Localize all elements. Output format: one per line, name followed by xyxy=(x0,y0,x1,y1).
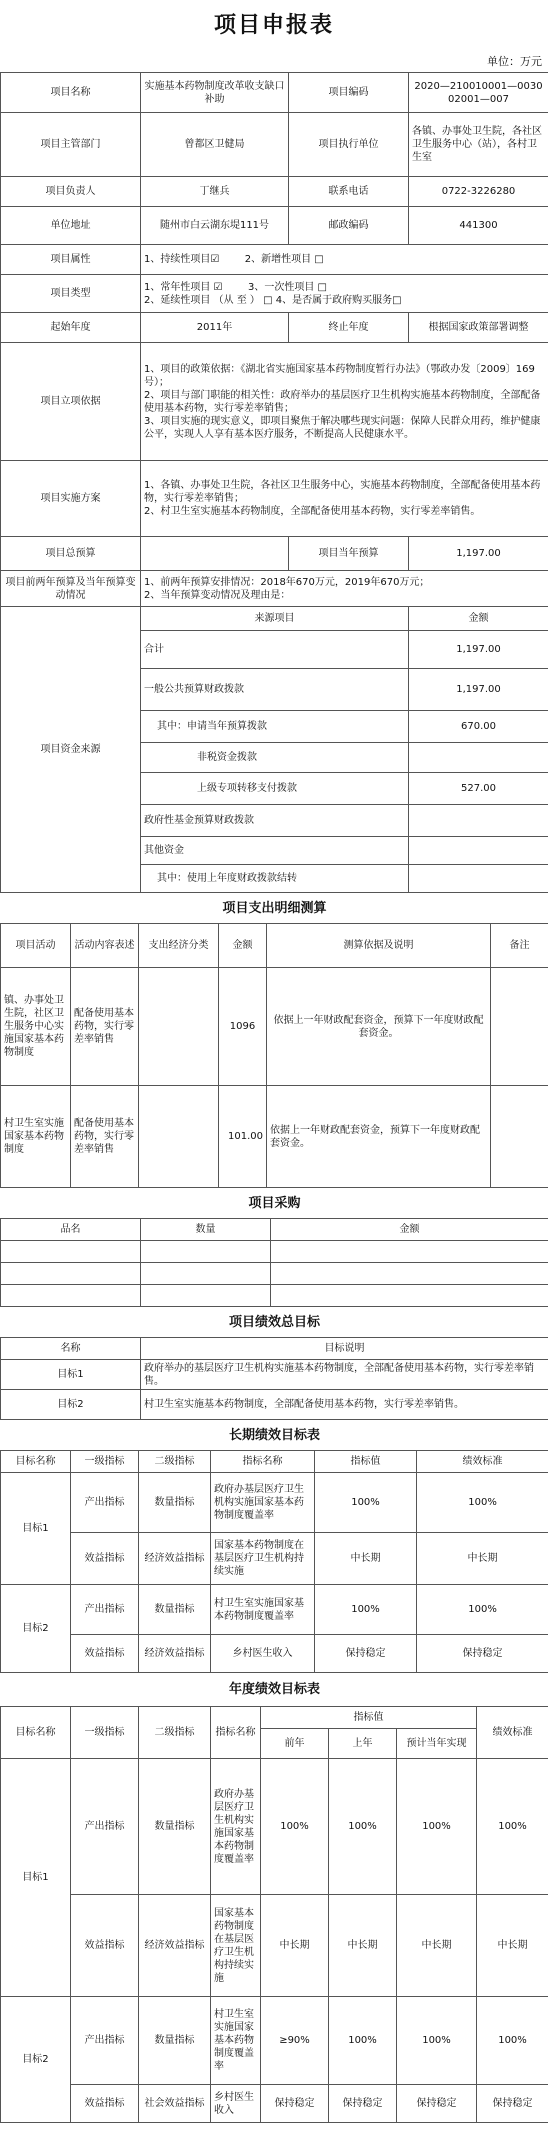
annual-y2: 保持稳定 xyxy=(329,2085,397,2123)
purchase-cell xyxy=(271,1241,548,1263)
perf-total-desc: 村卫生室实施基本药物制度，全部配备使用基本药物，实行零差率销售。 xyxy=(141,1390,548,1420)
perf-total-name: 目标1 xyxy=(1,1360,141,1390)
perf-total-name: 目标2 xyxy=(1,1390,141,1420)
project-code-value: 2020—210010001—003002001—007 xyxy=(409,73,548,113)
detail-content: 配备使用基本药物，实行零差率销售 xyxy=(71,1086,139,1188)
total-budget-value xyxy=(141,537,289,571)
detail-basis: 依据上一年财政配套资金，预算下一年度财政配套资金。 xyxy=(267,1086,491,1188)
perf-total-table xyxy=(0,1306,548,1420)
perf-total-header-desc: 目标说明 xyxy=(141,1338,548,1360)
detail-table xyxy=(0,892,548,1188)
annual-l1: 产出指标 xyxy=(71,1759,139,1895)
annual-header: 目标名称 xyxy=(1,1707,71,1759)
long-term-header: 目标名称 xyxy=(1,1451,71,1473)
detail-header: 项目活动 xyxy=(1,924,71,968)
zip-label: 邮政编码 xyxy=(289,207,409,245)
detail-header: 测算依据及说明 xyxy=(267,924,491,968)
detail-class xyxy=(139,1086,219,1188)
annual-l1: 产出指标 xyxy=(71,1997,139,2085)
funding-row-name: 非税资金拨款 xyxy=(141,743,409,773)
annual-y1: 保持稳定 xyxy=(261,2085,329,2123)
funding-header-amount: 金额 xyxy=(409,607,548,631)
annual-header: 二级指标 xyxy=(139,1707,211,1759)
address-label: 单位地址 xyxy=(1,207,141,245)
annual-target: 目标2 xyxy=(1,1997,71,2123)
phone-value: 0722-3226280 xyxy=(409,177,548,207)
annual-standard: 保持稳定 xyxy=(477,2085,548,2123)
annual-y3: 保持稳定 xyxy=(397,2085,477,2123)
long-term-value: 保持稳定 xyxy=(315,1635,417,1673)
funding-row-amount: 670.00 xyxy=(409,711,548,743)
detail-amount: 1096 xyxy=(219,968,267,1086)
funding-row-name: 一般公共预算财政拨款 xyxy=(141,669,409,711)
annual-header: 一级指标 xyxy=(71,1707,139,1759)
long-term-indicator: 乡村医生收入 xyxy=(211,1635,315,1673)
funding-table xyxy=(0,606,548,893)
year-budget-value: 1,197.00 xyxy=(409,537,548,571)
annual-l1: 效益指标 xyxy=(71,2085,139,2123)
long-term-l1: 产出指标 xyxy=(71,1473,139,1533)
detail-header: 活动内容表述 xyxy=(71,924,139,968)
exec-label: 项目执行单位 xyxy=(289,113,409,177)
dept-label: 项目主管部门 xyxy=(1,113,141,177)
funding-row-amount: 1,197.00 xyxy=(409,669,548,711)
annual-indicator: 国家基本药物制度在基层医疗卫生机构持续实施 xyxy=(211,1895,261,1997)
end-year-label: 终止年度 xyxy=(289,313,409,343)
long-term-standard: 100% xyxy=(417,1473,548,1533)
type-option-extended: 2、延续性项目 （从 至 ） □ xyxy=(144,294,273,306)
perf-total-desc: 政府举办的基层医疗卫生机构实施基本药物制度，全部配备使用基本药物，实行零差率销售。 xyxy=(141,1360,548,1390)
project-name-label: 项目名称 xyxy=(1,73,141,113)
annual-indicator: 政府办基层医疗卫生机构实施国家基本药物制度覆盖率 xyxy=(211,1759,261,1895)
funding-header-source: 来源项目 xyxy=(141,607,409,631)
funding-row-amount xyxy=(409,805,548,837)
annual-target: 目标1 xyxy=(1,1759,71,1997)
long-term-header: 绩效标准 xyxy=(417,1451,548,1473)
long-term-target: 目标2 xyxy=(1,1585,71,1673)
purchase-header: 金额 xyxy=(271,1219,548,1241)
attr-label: 项目属性 xyxy=(1,245,141,275)
annual-y1: 100% xyxy=(261,1759,329,1895)
long-term-l1: 效益指标 xyxy=(71,1635,139,1673)
annual-y2: 中长期 xyxy=(329,1895,397,1997)
detail-basis: 依据上一年财政配套资金，预算下一年度财政配套资金。 xyxy=(267,968,491,1086)
purchase-header: 数量 xyxy=(141,1219,271,1241)
long-term-standard: 中长期 xyxy=(417,1533,548,1585)
project-code-label: 项目编码 xyxy=(289,73,409,113)
detail-section-title: 项目支出明细测算 xyxy=(1,893,548,924)
basis-text: 1、项目的政策依据：《湖北省实施国家基本药物制度暂行办法》（鄂政办发〔2009〕169号）； 2、项目与部门职能的相关性：政府举办的基层医疗卫生机构实施基本药物制度，全部配备使用基本药物，实行零差率销售； 3、项目实施的现实意义，即项目聚焦于解决哪些现实问题：保障人民群众用药，维护健康公平，实现人人享有基本医疗服务，不断提高人民健康水平。 xyxy=(141,343,548,461)
long-term-standard: 保持稳定 xyxy=(417,1635,548,1673)
purchase-cell xyxy=(271,1285,548,1307)
annual-subheader: 上年 xyxy=(329,1729,397,1759)
detail-amount: 101.00 xyxy=(219,1086,267,1188)
detail-header: 备注 xyxy=(491,924,548,968)
long-term-value: 100% xyxy=(315,1585,417,1635)
type-option-annual: 1、常年性项目 ☑ xyxy=(144,281,223,293)
purchase-cell xyxy=(141,1263,271,1285)
start-year-label: 起始年度 xyxy=(1,313,141,343)
leader-value: 丁继兵 xyxy=(141,177,289,207)
funding-row-amount: 1,197.00 xyxy=(409,631,548,669)
type-options xyxy=(141,275,548,313)
annual-header: 指标名称 xyxy=(211,1707,261,1759)
attr-option-continuing: 1、持续性项目☑ xyxy=(144,254,220,265)
purchase-cell xyxy=(141,1285,271,1307)
annual-l2: 数量指标 xyxy=(139,1759,211,1895)
detail-class xyxy=(139,968,219,1086)
long-term-indicator: 村卫生室实施国家基本药物制度覆盖率 xyxy=(211,1585,315,1635)
plan-label: 项目实施方案 xyxy=(1,461,141,537)
funding-row-name: 其中：使用上年度财政拨款结转 xyxy=(141,865,409,893)
annual-table xyxy=(0,1672,548,2123)
long-term-header: 指标名称 xyxy=(211,1451,315,1473)
long-term-indicator: 国家基本药物制度在基层医疗卫生机构持续实施 xyxy=(211,1533,315,1585)
long-term-l2: 经济效益指标 xyxy=(139,1635,211,1673)
start-year-value: 2011年 xyxy=(141,313,289,343)
purchase-cell xyxy=(271,1263,548,1285)
type-option-onetime: 3、一次性项目 □ xyxy=(247,281,327,293)
purchase-cell xyxy=(1,1241,141,1263)
attr-option-new: 2、新增性项目 □ xyxy=(244,254,324,265)
purchase-cell xyxy=(1,1263,141,1285)
annual-standard: 100% xyxy=(477,1997,548,2085)
exec-value: 各镇、办事处卫生院，各社区卫生服务中心（站），各村卫生室 xyxy=(409,113,548,177)
dept-value: 曾都区卫健局 xyxy=(141,113,289,177)
detail-activity: 镇、办事处卫生院，社区卫生服务中心实施国家基本药物制度 xyxy=(1,968,71,1086)
annual-l1: 效益指标 xyxy=(71,1895,139,1997)
annual-y3: 100% xyxy=(397,1759,477,1895)
end-year-value: 根据国家政策部署调整 xyxy=(409,313,548,343)
funding-row-name: 其中：申请当年预算拨款 xyxy=(141,711,409,743)
unit-label: 单位：万元 xyxy=(487,55,542,68)
page-title: 项目申报表 xyxy=(213,13,334,38)
long-term-l2: 数量指标 xyxy=(139,1473,211,1533)
long-term-header: 指标值 xyxy=(315,1451,417,1473)
annual-header: 绩效标准 xyxy=(477,1707,548,1759)
annual-y3: 中长期 xyxy=(397,1895,477,1997)
funding-row-name: 上级专项转移支付拨款 xyxy=(141,773,409,805)
long-term-standard: 100% xyxy=(417,1585,548,1635)
funding-row-name: 政府性基金预算财政拨款 xyxy=(141,805,409,837)
funding-row-name: 其他资金 xyxy=(141,837,409,865)
perf-total-section-title: 项目绩效总目标 xyxy=(1,1307,548,1338)
long-term-l1: 产出指标 xyxy=(71,1585,139,1635)
annual-y3: 100% xyxy=(397,1997,477,2085)
long-term-table xyxy=(0,1419,548,1673)
long-term-l1: 效益指标 xyxy=(71,1533,139,1585)
purchase-header: 品名 xyxy=(1,1219,141,1241)
change-label: 项目前两年预算及当年预算变动情况 xyxy=(1,571,141,607)
total-budget-label: 项目总预算 xyxy=(1,537,141,571)
annual-standard: 100% xyxy=(477,1759,548,1895)
basis-label: 项目立项依据 xyxy=(1,343,141,461)
purchase-cell xyxy=(1,1285,141,1307)
detail-activity: 村卫生室实施国家基本药物制度 xyxy=(1,1086,71,1188)
funding-row-amount xyxy=(409,865,548,893)
type-label: 项目类型 xyxy=(1,275,141,313)
annual-subheader: 预计当年实现 xyxy=(397,1729,477,1759)
annual-standard: 中长期 xyxy=(477,1895,548,1997)
change-text: 1、前两年预算安排情况：2018年670万元，2019年670万元； 2、当年预算变动情况及理由是： xyxy=(141,571,548,607)
basic-info-table xyxy=(0,72,548,607)
long-term-section-title: 长期绩效目标表 xyxy=(1,1420,548,1451)
leader-label: 项目负责人 xyxy=(1,177,141,207)
long-term-value: 100% xyxy=(315,1473,417,1533)
annual-header: 指标值 xyxy=(261,1707,477,1729)
long-term-target: 目标1 xyxy=(1,1473,71,1585)
annual-l2: 社会效益指标 xyxy=(139,2085,211,2123)
perf-total-header-name: 名称 xyxy=(1,1338,141,1360)
detail-note xyxy=(491,1086,548,1188)
purchase-table xyxy=(0,1187,548,1307)
phone-label: 联系电话 xyxy=(289,177,409,207)
annual-l2: 经济效益指标 xyxy=(139,1895,211,1997)
type-option-purchase: 4、是否属于政府购买服务□ xyxy=(275,294,402,306)
annual-y2: 100% xyxy=(329,1759,397,1895)
annual-indicator: 村卫生室实施国家基本药物制度覆盖率 xyxy=(211,1997,261,2085)
annual-subheader: 前年 xyxy=(261,1729,329,1759)
funding-row-amount: 527.00 xyxy=(409,773,548,805)
detail-content: 配备使用基本药物，实行零差率销售 xyxy=(71,968,139,1086)
purchase-section-title: 项目采购 xyxy=(1,1188,548,1219)
funding-row-name: 合计 xyxy=(141,631,409,669)
long-term-l2: 经济效益指标 xyxy=(139,1533,211,1585)
long-term-header: 二级指标 xyxy=(139,1451,211,1473)
zip-value: 441300 xyxy=(409,207,548,245)
attr-options xyxy=(141,245,548,275)
funding-row-amount xyxy=(409,837,548,865)
year-budget-label: 项目当年预算 xyxy=(289,537,409,571)
long-term-header: 一级指标 xyxy=(71,1451,139,1473)
address-value: 随州市白云湖东堤111号 xyxy=(141,207,289,245)
detail-note xyxy=(491,968,548,1086)
long-term-value: 中长期 xyxy=(315,1533,417,1585)
long-term-l2: 数量指标 xyxy=(139,1585,211,1635)
funding-label: 项目资金来源 xyxy=(1,607,141,893)
funding-row-amount xyxy=(409,743,548,773)
project-name-value: 实施基本药物制度改革收支缺口补助 xyxy=(141,73,289,113)
annual-indicator: 乡村医生收入 xyxy=(211,2085,261,2123)
annual-y2: 100% xyxy=(329,1997,397,2085)
detail-header: 金额 xyxy=(219,924,267,968)
annual-section-title: 年度绩效目标表 xyxy=(1,1673,548,1707)
detail-header: 支出经济分类 xyxy=(139,924,219,968)
annual-l2: 数量指标 xyxy=(139,1997,211,2085)
plan-text: 1、各镇、办事处卫生院，各社区卫生服务中心，实施基本药物制度，全部配备使用基本药物，实行零差率销售； 2、村卫生室实施基本药物制度，全部配备使用基本药物，实行零差率销售。 xyxy=(141,461,548,537)
annual-y1: 中长期 xyxy=(261,1895,329,1997)
long-term-indicator: 政府办基层医疗卫生机构实施国家基本药物制度覆盖率 xyxy=(211,1473,315,1533)
annual-y1: ≥90% xyxy=(261,1997,329,2085)
purchase-cell xyxy=(141,1241,271,1263)
